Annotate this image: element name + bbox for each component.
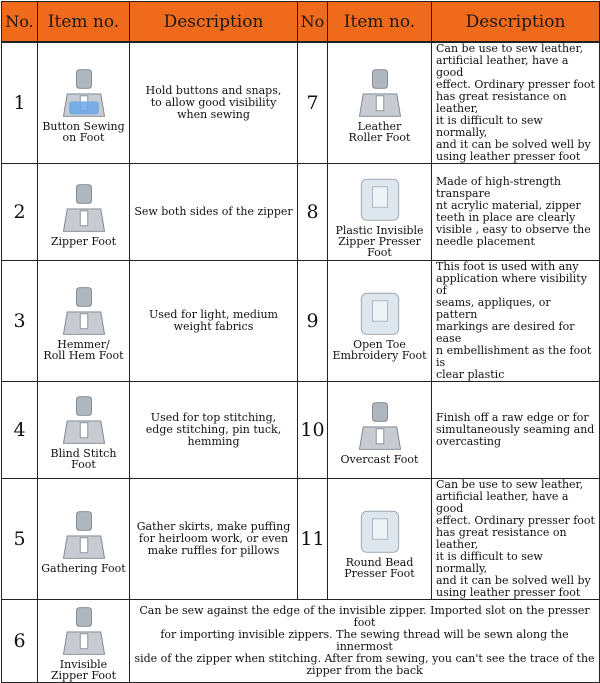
table-row <box>2 600 600 683</box>
item-name: Zipper Foot <box>50 234 117 248</box>
presser-foot-icon <box>352 65 408 121</box>
presser-foot-icon <box>56 283 112 339</box>
table-row <box>2 43 600 164</box>
header-desc: Description <box>130 2 298 42</box>
item-name-2: Plastic Invisible Zipper Presser Foot <box>335 223 424 259</box>
item-number-2: 9 <box>298 261 328 382</box>
presser-foot-table <box>1 1 599 682</box>
item-description-2: Finish off a raw edge or for simultaneously seaming and overcasting <box>432 382 600 479</box>
table-row <box>2 164 600 261</box>
item-number-2: 7 <box>298 43 328 164</box>
item-number: 5 <box>2 479 38 600</box>
header-desc-2: Description <box>432 2 600 42</box>
table-row <box>2 382 600 479</box>
presser-foot-icon <box>56 392 112 448</box>
item-cell <box>38 479 130 600</box>
item-description-2: Can be use to sew leather, artificial leather, have a good effect. Ordinary presser foot has great resistance on leather, it is difficult to sew normally, and it can be solved well by using leather presser foot <box>432 43 600 164</box>
item-cell-2 <box>328 261 432 382</box>
item-cell-2 <box>328 43 432 164</box>
item-cell-2 <box>328 382 432 479</box>
item-number: 1 <box>2 43 38 164</box>
item-description: Hold buttons and snaps, to allow good visibility when sewing <box>130 43 298 164</box>
presser-foot-icon <box>352 169 408 225</box>
item-description: Gather skirts, make puffing for heirloom work, or even make ruffles for pillows <box>130 479 298 600</box>
item-name-2: Round Bead Presser Foot <box>344 556 415 580</box>
presser-foot-icon <box>352 501 408 557</box>
item-name: Invisible Zipper Foot <box>50 658 117 682</box>
item-name: Blind Stitch Foot <box>50 447 117 471</box>
rows-table <box>1 42 600 683</box>
item-number-2: 10 <box>298 382 328 479</box>
table-row <box>2 479 600 600</box>
item-name-2: Open Toe Embroidery Foot <box>332 338 427 362</box>
header-no-2: No <box>298 2 328 42</box>
item-cell <box>38 164 130 261</box>
item-number-2: 8 <box>298 164 328 261</box>
item-description: Used for light, medium weight fabrics <box>130 261 298 382</box>
item-name: Hemmer/ Roll Hem Foot <box>43 338 124 362</box>
item-cell <box>38 600 130 683</box>
item-number-2: 11 <box>298 479 328 600</box>
presser-foot-icon <box>56 180 112 236</box>
presser-foot-icon <box>56 507 112 563</box>
presser-foot-icon <box>56 65 112 121</box>
presser-foot-icon <box>56 603 112 659</box>
item-name: Gathering Foot <box>41 561 126 575</box>
header-item-2: Item no. <box>328 2 432 42</box>
header-no: No. <box>2 2 38 42</box>
header-row <box>2 2 600 42</box>
item-cell-2 <box>328 479 432 600</box>
item-description: Can be sew against the edge of the invisible zipper. Imported slot on the presser foot for importing invisible zippers. The sewing thread will be sewn along the innermost side of the zipper when stitching. After from sewing, you can't see the trace of the zipper from the back <box>130 600 600 683</box>
item-description-2: Made of high-strength transpare nt acrylic material, zipper teeth in place are clearly visible , easy to observe the needle placement <box>432 164 600 261</box>
item-cell <box>38 261 130 382</box>
presser-foot-icon <box>352 283 408 339</box>
presser-foot-icon <box>352 398 408 454</box>
item-number: 3 <box>2 261 38 382</box>
item-description: Sew both sides of the zipper <box>130 164 298 261</box>
table-row <box>2 261 600 382</box>
item-description: Used for top stitching, edge stitching, pin tuck, hemming <box>130 382 298 479</box>
item-cell-2 <box>328 164 432 261</box>
header-item: Item no. <box>38 2 130 42</box>
item-cell <box>38 43 130 164</box>
item-name-2: Overcast Foot <box>340 452 419 466</box>
table <box>1 1 600 42</box>
item-description-2: Can be use to sew leather, artificial leather, have a good effect. Ordinary presser foot has great resistance on leather, it is difficult to sew normally, and it can be solved well by using leather presser foot <box>432 479 600 600</box>
item-number: 6 <box>2 600 38 683</box>
item-number: 4 <box>2 382 38 479</box>
item-name: Button Sewing on Foot <box>42 120 125 144</box>
item-cell <box>38 382 130 479</box>
item-name-2: Leather Roller Foot <box>348 120 411 144</box>
item-description-2: This foot is used with any application where visibility of seams, appliques, or pattern markings are desired for ease n embellishment as the foot is clear plastic <box>432 261 600 382</box>
item-number: 2 <box>2 164 38 261</box>
